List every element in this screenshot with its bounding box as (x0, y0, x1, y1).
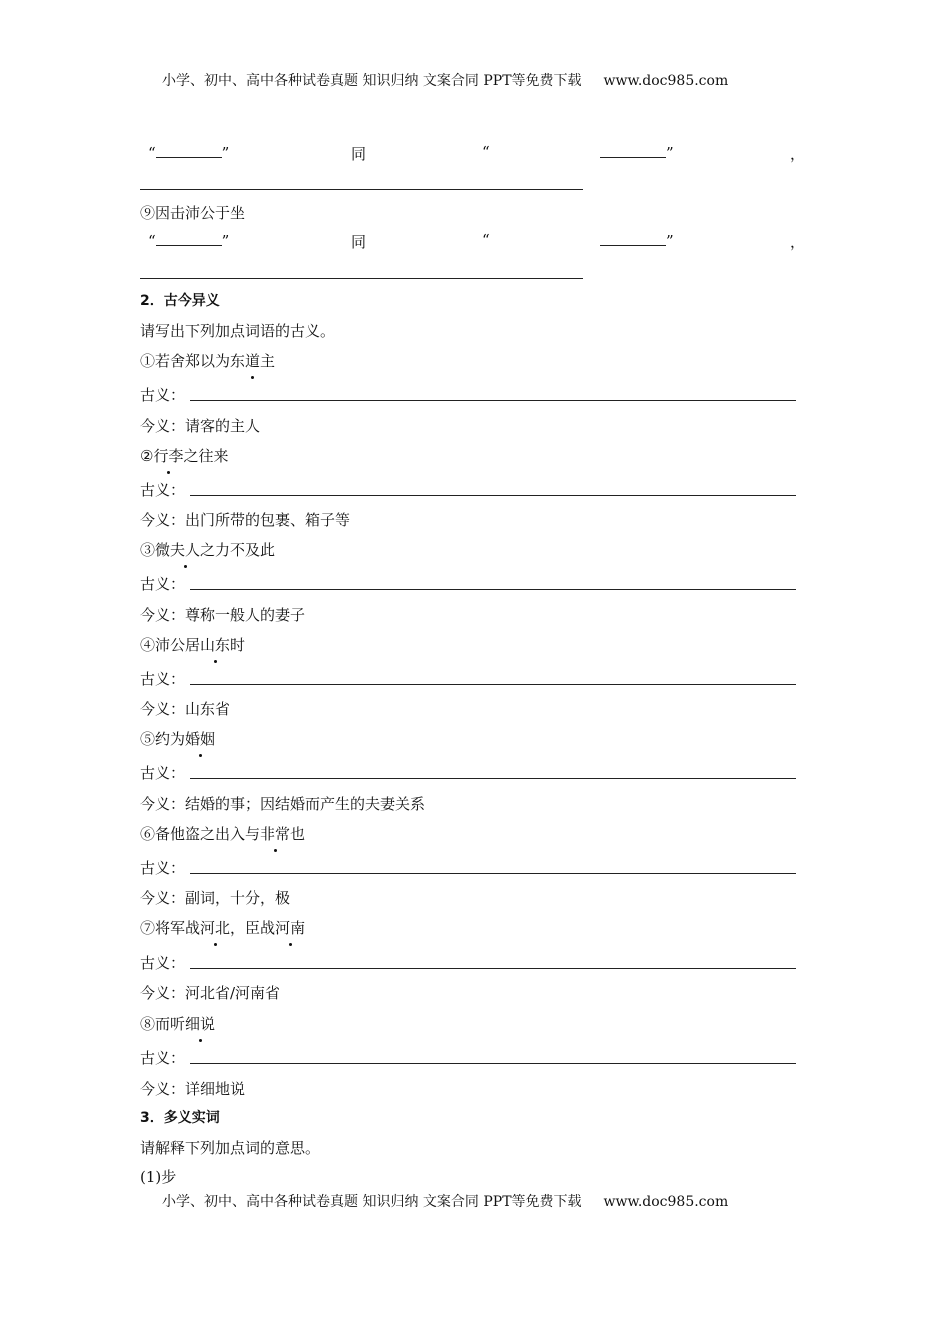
dotted-word: 河北 (200, 919, 231, 937)
gu-yi-answer: 古义： (140, 668, 796, 689)
question-item: ⑥备他盗之出入与非常也 (140, 825, 306, 843)
dotted-word: 婚姻 (185, 730, 216, 748)
gu-yi-answer: 古义： (140, 1047, 796, 1068)
answer-blank-group: ” (600, 231, 674, 250)
jin-yi: 今义：河北省/河南省 (140, 984, 281, 1002)
answer-line[interactable] (190, 400, 796, 401)
tong-label: 同 (351, 145, 367, 163)
section-2-instruction: 请写出下列加点词语的古义。 (140, 322, 336, 340)
gu-yi-answer: 古义： (140, 573, 796, 594)
answer-blank[interactable] (600, 231, 666, 246)
dotted-word: 山东 (200, 636, 231, 654)
answer-line[interactable] (140, 278, 583, 279)
gu-yi-answer: 古义： (140, 384, 796, 405)
dotted-word: 夫人 (170, 541, 201, 559)
footer-site: www.doc985.com (603, 1194, 729, 1210)
dotted-word: 东道主 (230, 352, 276, 370)
question-item: ⑦将军战河北，臣战河南 (140, 919, 306, 937)
header-site: www.doc985.com (603, 73, 729, 89)
comma: ， (790, 145, 806, 163)
gu-yi-answer: 古义： (140, 857, 796, 878)
answer-line[interactable] (140, 189, 583, 190)
gu-yi-answer: 古义： (140, 479, 796, 500)
tongjia-fill-row (140, 143, 806, 163)
answer-line[interactable] (190, 495, 796, 496)
section-3-instruction: 请解释下列加点词的意思。 (140, 1139, 321, 1157)
question-item: ③微夫人之力不及此 (140, 541, 276, 559)
open-quote: “ ” (148, 144, 230, 162)
section-2-title: 2．古今异义 (140, 293, 220, 309)
question-item: ⑤约为婚姻 (140, 730, 216, 748)
gu-yi-answer: 古义： (140, 952, 796, 973)
item-9: ⑨因击沛公于坐 (140, 204, 246, 222)
dotted-word: 细说 (185, 1015, 216, 1033)
question-item: ②行李之往来 (140, 447, 229, 465)
jin-yi: 今义：尊称一般人的妻子 (140, 606, 306, 624)
answer-line[interactable] (190, 684, 796, 685)
dotted-word: 河南 (275, 919, 306, 937)
question-item: ①若舍郑以为东道主 (140, 352, 276, 370)
jin-yi: 今义：副词，十分，极 (140, 889, 291, 907)
dotted-word: 非常 (260, 825, 291, 843)
jin-yi: 今义：山东省 (140, 700, 231, 718)
question-item: ⑧而听细说 (140, 1015, 216, 1033)
page-header (162, 70, 802, 90)
answer-line[interactable] (190, 1063, 796, 1064)
footer-text: 小学、初中、高中各种试卷真题 知识归纳 文案合同 PPT等免费下载 (162, 1194, 582, 1210)
answer-line[interactable] (190, 873, 796, 874)
jin-yi: 今义：出门所带的包裹、箱子等 (140, 511, 351, 529)
comma: ， (790, 233, 806, 251)
open-quote: “ ” (148, 232, 230, 250)
answer-blank[interactable] (156, 143, 222, 158)
page-footer (162, 1191, 802, 1211)
gu-yi-answer: 古义： (140, 762, 796, 783)
tongjia-fill-row (140, 231, 806, 251)
jin-yi: 今义：结婚的事；因结婚而产生的夫妻关系 (140, 795, 426, 813)
answer-blank-group: ” (600, 143, 674, 162)
open-quote: “ (482, 231, 490, 249)
jin-yi: 今义：详细地说 (140, 1080, 246, 1098)
open-quote: “ (482, 143, 490, 161)
header-text: 小学、初中、高中各种试卷真题 知识归纳 文案合同 PPT等免费下载 (162, 73, 582, 89)
jin-yi: 今义：请客的主人 (140, 417, 261, 435)
section-3-title: 3．多义实词 (140, 1110, 220, 1126)
answer-blank[interactable] (600, 143, 666, 158)
section-3-first-item: (1)步 (140, 1168, 177, 1186)
tong-label: 同 (351, 233, 367, 251)
dotted-word: 行李 (153, 447, 184, 465)
answer-blank[interactable] (156, 231, 222, 246)
question-item: ④沛公居山东时 (140, 636, 246, 654)
answer-line[interactable] (190, 589, 796, 590)
answer-line[interactable] (190, 968, 796, 969)
answer-line[interactable] (190, 778, 796, 779)
